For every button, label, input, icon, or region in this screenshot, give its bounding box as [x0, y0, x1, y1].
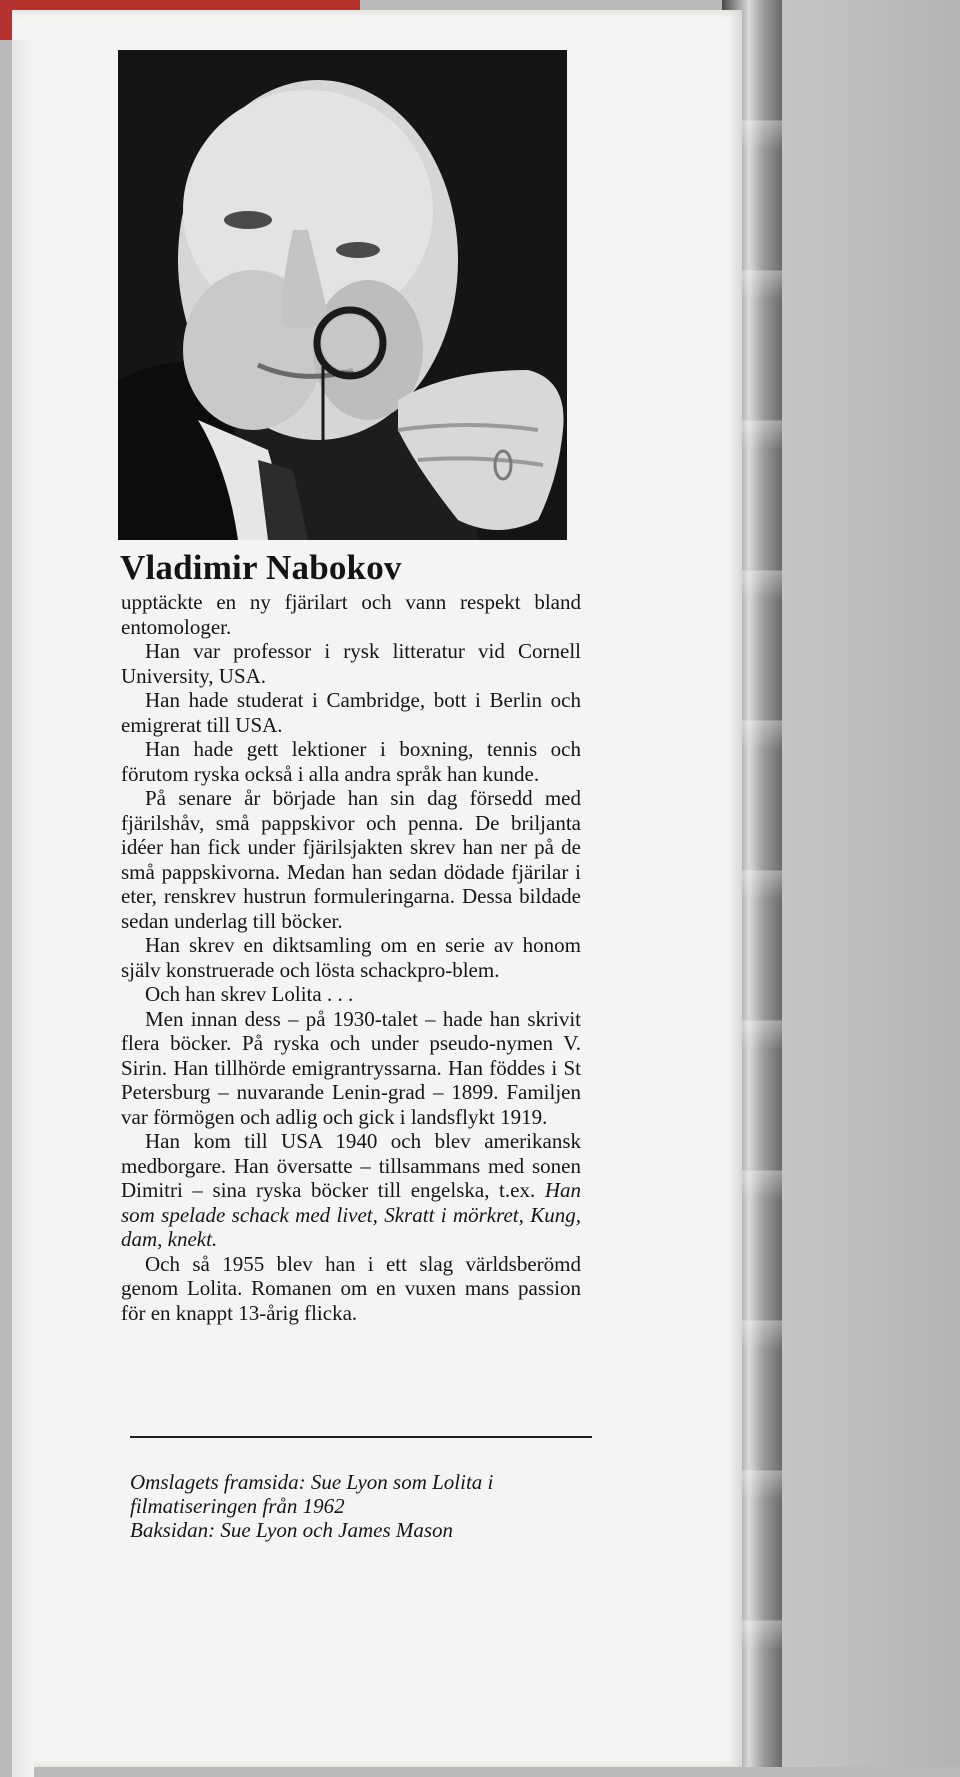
bio-paragraph: Men innan dess – på 1930-talet – hade han skrivit flera böcker. På ryska och under pseudo-nymen V. Sirin. Han tillhörde emigrantryssarna. Han föddes i St Petersburg – nuvarande Lenin-grad – 1899. Familjen var förmögen och adlig och gick i landsflykt 1919.: [121, 1006, 581, 1129]
divider-rule: [130, 1436, 592, 1438]
bio-paragraph: Och han skrev Lolita . . .: [145, 982, 354, 1006]
bio-paragraph: upptäckte en ny fjärilart och vann respekt bland entomologer.: [121, 590, 581, 639]
page-edge: [12, 40, 34, 1777]
bio-paragraph: Han var professor i rysk litteratur vid Cornell University, USA.: [121, 639, 581, 688]
bio-paragraph: Och så 1955 blev han i ett slag världsberömd genom Lolita. Romanen om en vuxen mans passion för en knappt 13-årig flicka.: [121, 1251, 581, 1325]
author-photo: [118, 50, 567, 540]
bio-paragraph: Han hade gett lektioner i boxning, tennis och förutom ryska också i alla andra språk han kunde.: [121, 737, 581, 786]
bio-paragraph-lead: Han kom till USA 1940 och blev amerikansk medborgare. Han översatte – tillsammans med sonen Dimitri – sina ryska böcker till engelska, t.ex.: [121, 1129, 581, 1202]
back-cover-credit: Baksidan: Sue Lyon och James Mason: [130, 1518, 454, 1542]
biography-text: [121, 590, 581, 1325]
front-cover-credit: Omslagets framsida: Sue Lyon som Lolita i filmatiseringen från 1962: [130, 1470, 494, 1518]
bio-paragraph: Han skrev en diktsamling om en serie av honom själv konstruerade och lösta schackpro-blem.: [121, 933, 581, 982]
bio-paragraph: På senare år började han sin dag försedd med fjärilshåv, små pappskivor och penna. De briljanta idéer han fick under fjärilsjakten skrev han ner på de små pappskivorna. Medan han sedan dödade fjärilar i eter, renskrev hustrun formuleringarna. Dessa bildade sedan underlag till böcker.: [121, 786, 581, 933]
book-titles: Han som spelade schack med livet, Skratt i mörkret, Kung, dam, knekt.: [121, 1178, 581, 1251]
bio-paragraph-with-titles: [121, 1129, 581, 1252]
author-name: Vladimir Nabokov: [120, 548, 402, 587]
bio-paragraph: Han hade studerat i Cambridge, bott i Berlin och emigrerat till USA.: [121, 688, 581, 737]
cover-credits: [130, 1470, 600, 1542]
